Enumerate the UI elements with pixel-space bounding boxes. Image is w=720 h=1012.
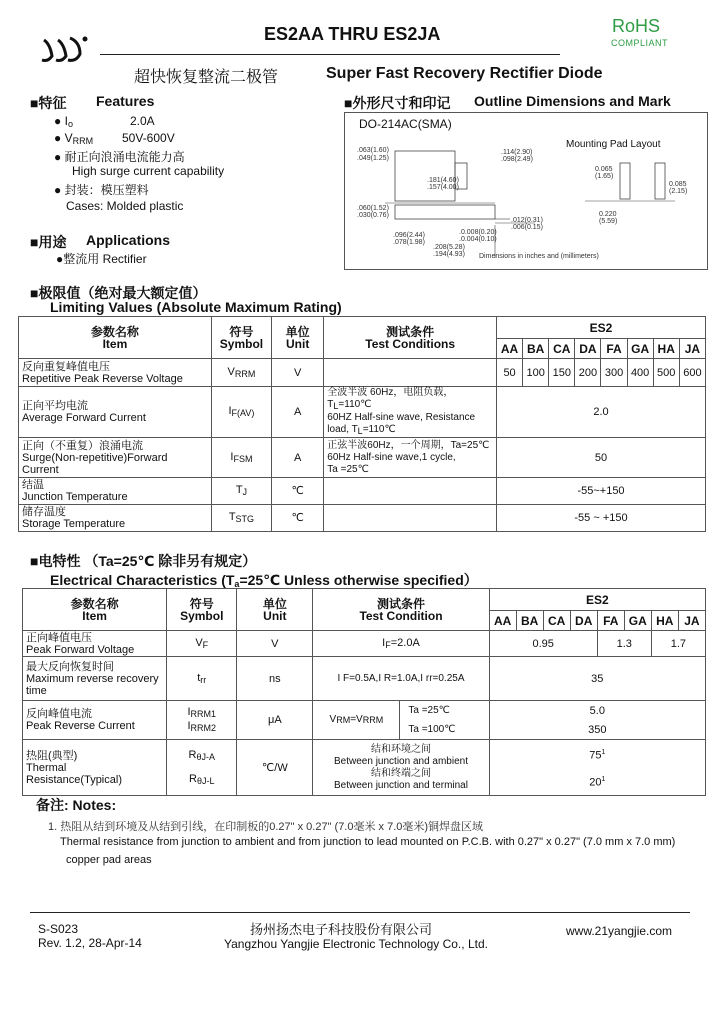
dim-label: .194(4.93): [433, 251, 465, 258]
grade-cell: FA: [597, 611, 624, 631]
value-cell: 50: [497, 359, 523, 387]
col-symbol: 符号 Symbol: [167, 589, 237, 631]
col-item: 参数名称 Item: [23, 589, 167, 631]
feature-vrrm: ● $V_{RRM}$: [54, 131, 94, 146]
col-conditions: 测试条件 Test Conditions: [324, 317, 497, 359]
feature-vrrm-value: 50V-600V: [122, 131, 175, 145]
header-rule: [100, 54, 560, 55]
grade-cell: BA: [523, 339, 549, 359]
feature-case-cn: ● 封装：模压塑料: [54, 183, 149, 197]
series-header: ES2: [489, 589, 705, 611]
revision: Rev. 1.2, 28-Apr-14: [38, 936, 142, 950]
feature-io-value: 2.0A: [130, 114, 155, 128]
symbol-cell: $I_{FSM}$: [211, 438, 271, 478]
note-en: Thermal resistance from junction to ambient and from junction to lead mounted on P.C.B. with 0.27" x 0.27" (7.0 mm x 7.0 mm): [60, 836, 676, 848]
subtitle-en: Super Fast Recovery Rectifier Diode: [326, 65, 603, 82]
value-cell: 1.3: [597, 631, 651, 657]
notes-heading: 备注: Notes:: [36, 797, 117, 813]
grade-cell: BA: [516, 611, 543, 631]
unit-cell: ns: [237, 657, 313, 701]
symbol-cell: $R_{\theta J-A}$ $R_{\theta J-L}$: [167, 740, 237, 796]
grade-cell: GA: [627, 339, 653, 359]
item-cell: 储存温度 Storage Temperature: [19, 505, 212, 532]
value-cell: 1.7: [651, 631, 705, 657]
company-name-en: Yangzhou Yangjie Electronic Technology Co., Ltd.: [224, 937, 488, 951]
col-unit: 单位 Unit: [237, 589, 313, 631]
doc-title: ES2AA THRU ES2JA: [264, 24, 441, 44]
dim-label: .114(2.90): [501, 149, 533, 156]
condition-cell: I F=0.5A,I R=1.0A,I rr=0.25A: [313, 657, 489, 701]
company-logo: [40, 34, 92, 64]
symbol-cell: $T_{STG}$: [211, 505, 271, 532]
electrical-table: [22, 588, 706, 796]
feature-surge-cn: ● 耐正向浪涌电流能力高: [54, 150, 185, 164]
value-cell: 600: [679, 359, 705, 387]
value-cell: 300: [601, 359, 627, 387]
electrical-heading-cn: ■电特性 （Ta=25℃ 除非另有规定）: [30, 553, 257, 569]
value-cell: 2.0: [497, 387, 706, 438]
item-cell: 正向平均电流 Average Forward Current: [19, 387, 212, 438]
item-cell: 反向重复峰值电压 Repetitive Peak Reverse Voltage: [19, 359, 212, 387]
dim-label: 0.085: [669, 181, 687, 188]
item-cell: 正向峰值电压 Peak Forward Voltage: [23, 631, 167, 657]
symbol-cell: $V_F$: [167, 631, 237, 657]
value-cell: 0.95: [489, 631, 597, 657]
grade-cell: AA: [489, 611, 516, 631]
col-symbol: 符号 Symbol: [211, 317, 271, 359]
symbol-cell: $I_{RRM1}$ $I_{RRM2}$: [167, 701, 237, 740]
website-link[interactable]: www.21yangjie.com: [566, 924, 673, 938]
grade-cell: FA: [601, 339, 627, 359]
symbol-cell: $t_{rr}$: [167, 657, 237, 701]
application-item: ●整流用 Rectifier: [56, 252, 147, 266]
grade-cell: CA: [543, 611, 570, 631]
value-cell: 5.0 350: [489, 701, 705, 740]
unit-cell: ℃: [272, 505, 324, 532]
item-cell: 结温 Junction Temperature: [19, 478, 212, 505]
item-cell: 热阻(典型) Thermal Resistance(Typical): [23, 740, 167, 796]
condition-cell: 全波半波 60Hz，电阻负载， TL=110℃ 60HZ Half-sine wave, Resistance load, TL=110℃: [324, 387, 497, 438]
unit-cell: ℃: [272, 478, 324, 505]
unit-cell: ℃/W: [237, 740, 313, 796]
value-cell: 500: [653, 359, 679, 387]
value-cell: -55 ~ +150: [497, 505, 706, 532]
electrical-heading-en: Electrical Characteristics ($T_a=25℃$ Unless otherwise specified）: [50, 572, 478, 589]
item-cell: 正向（不重复）浪涌电流 Surge(Non-repetitive)Forward Current: [19, 438, 212, 478]
symbol-cell: $T_J$: [211, 478, 271, 505]
note-en-cont: copper pad areas: [66, 854, 152, 866]
table-row: [19, 478, 706, 505]
table-row: [23, 740, 706, 796]
applications-heading-cn: ■用途: [30, 234, 67, 250]
value-cell: 100: [523, 359, 549, 387]
dim-label: .078(1.98): [393, 239, 425, 246]
col-item: 参数名称 Item: [19, 317, 212, 359]
grade-cell: HA: [653, 339, 679, 359]
note-cn: 1. 热阻从结到环境及从结到引线，在印制板的0.27" x 0.27" (7.0毫米 x 7.0毫米)铜焊盘区域: [48, 821, 484, 833]
table-row: [23, 657, 706, 701]
outline-heading-en: Outline Dimensions and Mark: [474, 93, 671, 109]
limiting-heading-en: Limiting Values (Absolute Maximum Rating): [50, 299, 342, 315]
condition-cell: V RM =V RRM Ta =25℃ Ta =100℃: [313, 701, 489, 740]
value-cell: $75^1$ $20^1$: [489, 740, 705, 796]
condition-cell: 正弦半波60Hz，一个周期，Ta=25℃ 60Hz Half-sine wave,1 cycle, Ta =25℃: [324, 438, 497, 478]
grade-cell: JA: [679, 339, 705, 359]
table-row: [19, 387, 706, 438]
unit-cell: A: [272, 438, 324, 478]
table-row: [19, 359, 706, 387]
limiting-header-row: [19, 317, 706, 339]
grade-cell: JA: [678, 611, 705, 631]
outline-drawing-box: [344, 112, 708, 270]
table-row: [23, 631, 706, 657]
dim-label: .157(4.00): [427, 184, 459, 191]
dim-label: .006(0.15): [511, 224, 543, 231]
rohs-compliant: COMPLIANT: [611, 38, 669, 48]
limiting-values-table: [18, 316, 706, 532]
table-row: [19, 505, 706, 532]
subtitle-cn: 超快恢复整流二极管: [134, 69, 279, 86]
pad-layout-label: Mounting Pad Layout: [566, 139, 661, 150]
dimensions-note: Dimensions in inches and (millimeters): [479, 253, 599, 260]
value-cell: 35: [489, 657, 705, 701]
grade-cell: GA: [624, 611, 651, 631]
value-cell: 200: [575, 359, 601, 387]
value-cell: 400: [627, 359, 653, 387]
item-cell: 最大反向恢复时间 Maximum reverse recovery time: [23, 657, 167, 701]
features-heading-en: Features: [96, 93, 155, 109]
dim-label: (2.15): [669, 188, 688, 195]
grade-cell: DA: [570, 611, 597, 631]
dim-label: .0.004(0.10): [459, 236, 497, 243]
dim-label: (1.65): [595, 173, 614, 180]
symbol-cell: $V_{RRM}$: [211, 359, 271, 387]
features-heading-cn: ■特征: [30, 95, 67, 111]
col-unit: 单位 Unit: [272, 317, 324, 359]
grade-cell: AA: [497, 339, 523, 359]
dim-label: .098(2.49): [501, 156, 533, 163]
item-cell: 反向峰值电流 Peak Reverse Current: [23, 701, 167, 740]
dim-label: .208(5.28): [433, 244, 465, 251]
doc-number: S-S023: [38, 922, 79, 936]
dim-label: .049(1.25): [357, 155, 389, 162]
applications-heading-en: Applications: [86, 232, 171, 248]
dim-label: .060(1.52): [357, 205, 389, 212]
condition-cell: [324, 478, 497, 505]
condition-cell: [324, 359, 497, 387]
feature-case-en: Cases: Molded plastic: [66, 199, 184, 213]
limiting-heading-cn: ■极限值（绝对最大额定值）: [30, 285, 207, 301]
electrical-header-row: [23, 589, 706, 611]
symbol-cell: $I_{F(AV)}$: [211, 387, 271, 438]
unit-cell: V: [272, 359, 324, 387]
dim-label: (5.59): [599, 218, 618, 225]
dim-label: .012(0.31): [511, 217, 543, 224]
value-cell: 150: [549, 359, 575, 387]
rohs-label: RoHS: [612, 16, 661, 36]
dim-label: .181(4.60): [427, 177, 459, 184]
feature-surge-en: High surge current capability: [72, 164, 225, 178]
col-conditions: 测试条件 Test Condition: [313, 589, 489, 631]
footer-rule: [30, 912, 690, 913]
dim-label: .096(2.44): [393, 232, 425, 239]
dim-label: .0.008(0.20): [459, 229, 497, 236]
grade-cell: CA: [549, 339, 575, 359]
dim-label: 0.065: [595, 166, 613, 173]
grade-cell: HA: [651, 611, 678, 631]
unit-cell: A: [272, 387, 324, 438]
value-cell: 50: [497, 438, 706, 478]
package-name: DO-214AC(SMA): [359, 117, 452, 131]
dim-label: .030(0.76): [357, 212, 389, 219]
grade-cell: DA: [575, 339, 601, 359]
unit-cell: μA: [237, 701, 313, 740]
condition-cell: [324, 505, 497, 532]
series-header: ES2: [497, 317, 706, 339]
outline-heading-cn: ■外形尺寸和印记: [344, 95, 451, 111]
condition-cell: 结和环境之间 Between junction and ambient 结和终端之间 Between junction and terminal: [313, 740, 489, 796]
dim-label: .063(1.60): [357, 147, 389, 154]
company-name-cn: 扬州扬杰电子科技股份有限公司: [250, 922, 433, 937]
table-row: [23, 701, 706, 740]
value-cell: -55~+150: [497, 478, 706, 505]
condition-cell: $I_F=2.0A$: [313, 631, 489, 657]
table-row: [19, 438, 706, 478]
dim-label: 0.220: [599, 211, 617, 218]
feature-io: ● $I_o$: [54, 114, 73, 129]
unit-cell: V: [237, 631, 313, 657]
